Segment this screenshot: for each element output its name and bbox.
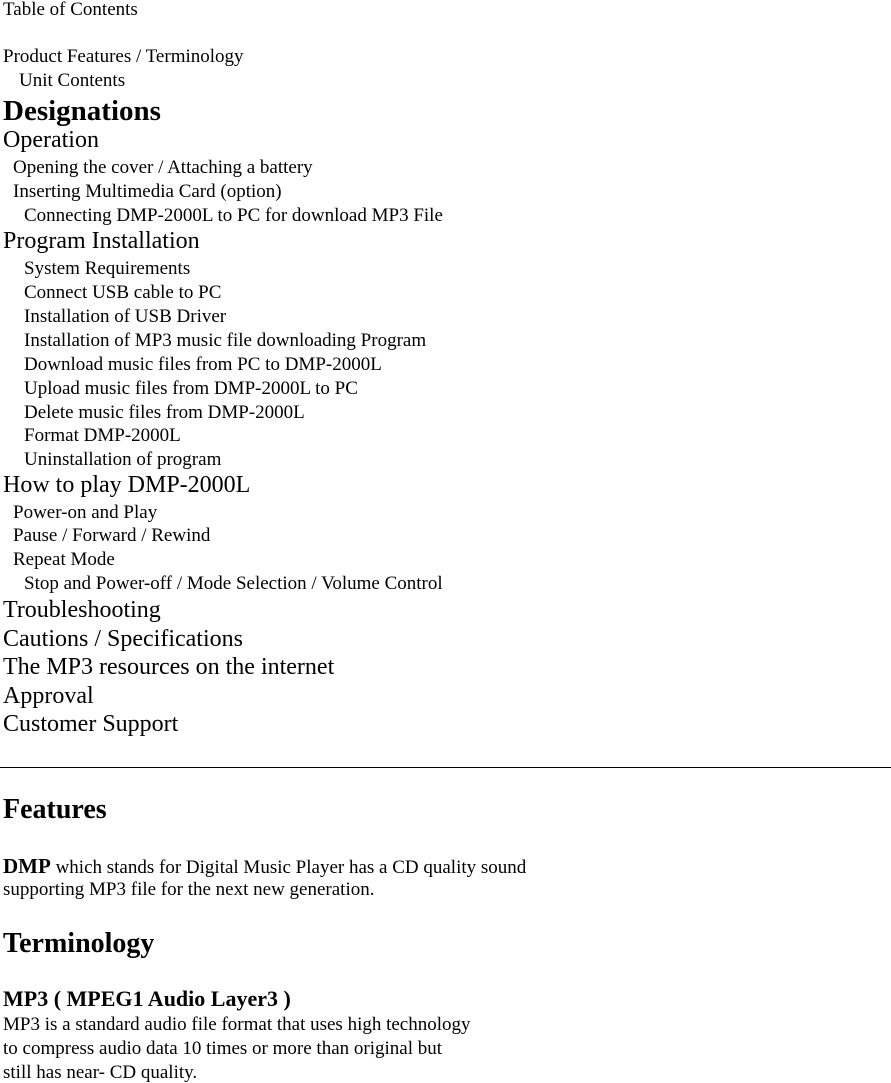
features-paragraph-line-1 (3, 856, 526, 877)
features-paragraph-line-2: supporting MP3 file for the next new generation. (3, 879, 375, 900)
toc-item-inserting-card[interactable]: Inserting Multimedia Card (option) (13, 181, 282, 202)
mp3-description-line-2: to compress audio data 10 times or more than original but (3, 1038, 443, 1059)
dmp-term: DMP (3, 854, 51, 878)
toc-item-connect-usb[interactable]: Connect USB cable to PC (24, 282, 222, 303)
mp3-description-line-3: still has near- CD quality. (3, 1062, 198, 1083)
toc-item-format[interactable]: Format DMP-2000L (24, 425, 181, 446)
dmp-description: which stands for Digital Music Player has a CD quality sound (50, 857, 527, 878)
toc-item-opening-cover[interactable]: Opening the cover / Attaching a battery (13, 157, 313, 178)
toc-item-install-program[interactable]: Installation of MP3 music file downloading Program (24, 330, 427, 351)
features-heading: Features (3, 794, 107, 825)
toc-item-operation[interactable]: Operation (3, 127, 99, 153)
toc-item-troubleshooting[interactable]: Troubleshooting (3, 597, 161, 623)
toc-item-designations[interactable]: Designations (3, 95, 161, 127)
mp3-term-heading: MP3 ( MPEG1 Audio Layer3 ) (3, 986, 291, 1011)
section-divider (0, 767, 891, 768)
toc-item-power-on[interactable]: Power-on and Play (13, 502, 158, 523)
toc-item-repeat-mode[interactable]: Repeat Mode (13, 549, 115, 570)
mp3-description-line-1: MP3 is a standard audio file format that uses high technology (3, 1014, 471, 1035)
toc-item-stop-power-off[interactable]: Stop and Power-off / Mode Selection / Volume Control (24, 573, 443, 594)
toc-item-program-installation[interactable]: Program Installation (3, 228, 200, 254)
toc-item-delete-music[interactable]: Delete music files from DMP-2000L (24, 402, 305, 423)
toc-item-mp3-resources[interactable]: The MP3 resources on the internet (3, 654, 335, 680)
toc-title: Table of Contents (3, 0, 138, 20)
toc-item-pause-forward[interactable]: Pause / Forward / Rewind (13, 525, 211, 546)
toc-item-download-music[interactable]: Download music files from PC to DMP-2000L (24, 354, 382, 375)
toc-item-approval[interactable]: Approval (3, 683, 94, 709)
toc-item-usb-driver[interactable]: Installation of USB Driver (24, 306, 227, 327)
toc-item-how-to-play[interactable]: How to play DMP-2000L (3, 472, 251, 498)
toc-item-cautions[interactable]: Cautions / Specifications (3, 626, 243, 652)
terminology-heading: Terminology (3, 928, 155, 959)
toc-item-unit-contents[interactable]: Unit Contents (19, 70, 126, 91)
toc-item-product-features[interactable]: Product Features / Terminology (3, 46, 244, 67)
toc-item-system-requirements[interactable]: System Requirements (24, 258, 191, 279)
toc-item-upload-music[interactable]: Upload music files from DMP-2000L to PC (24, 378, 358, 399)
toc-item-customer-support[interactable]: Customer Support (3, 711, 179, 737)
toc-item-connecting-pc[interactable]: Connecting DMP-2000L to PC for download MP3 File (24, 205, 443, 226)
toc-item-uninstallation[interactable]: Uninstallation of program (24, 449, 222, 470)
